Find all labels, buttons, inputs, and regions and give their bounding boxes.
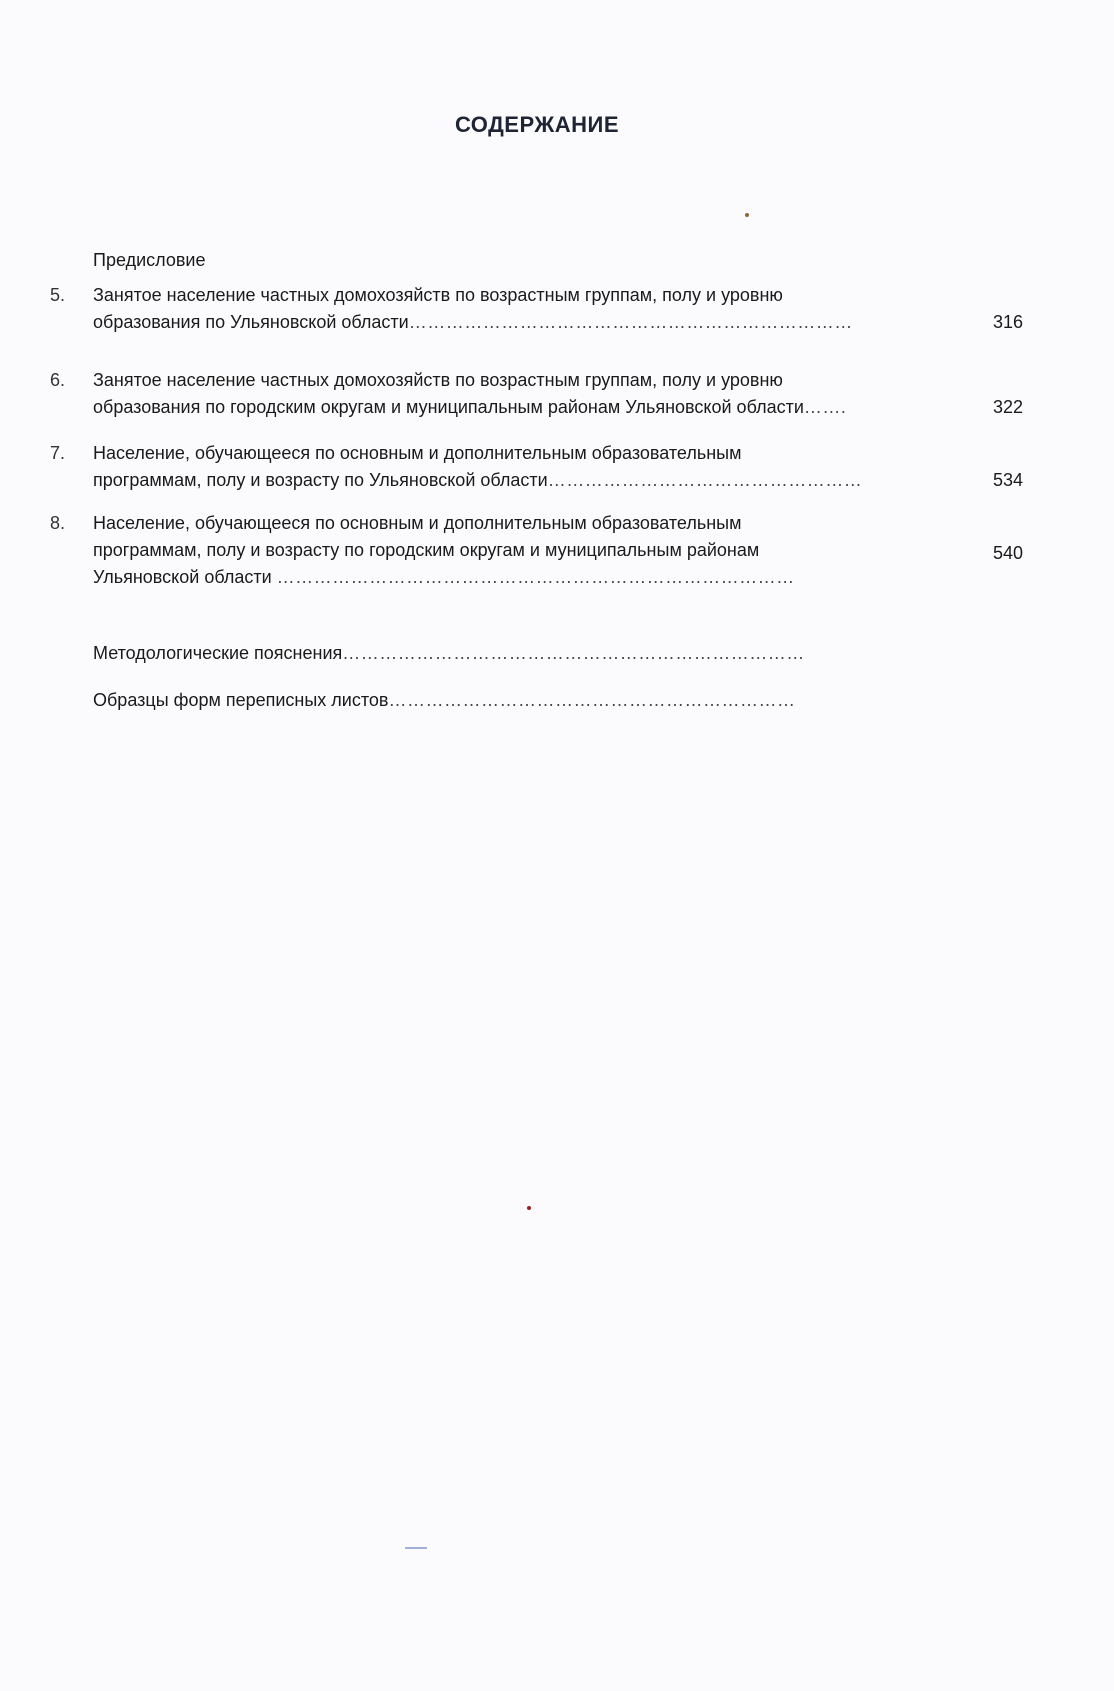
methodology-entry — [93, 643, 805, 664]
page-number: 540 — [993, 543, 1024, 563]
entry-line: программам, полу и возрасту по городским округам и муниципальным районам — [93, 540, 760, 560]
entry-line: Занятое население частных домохозяйств по возрастным группам, полу и уровню — [93, 285, 783, 305]
preface-entry: Предисловие — [93, 250, 206, 270]
entry-text — [93, 282, 973, 336]
page-title: СОДЕРЖАНИЕ — [454, 112, 620, 137]
entry-text: Методологические пояснения — [93, 643, 343, 663]
page-number: 316 — [993, 312, 1024, 332]
entry-number: 8. — [50, 513, 66, 533]
entry-line: Население, обучающееся по основным и дополнительным образовательным — [93, 443, 742, 463]
entry-line-text: программам, полу и возрасту по Ульяновской области — [93, 470, 548, 490]
entry-number: 5. — [50, 285, 66, 305]
leader-dots: ……………………………………………………………… — [408, 312, 853, 332]
entry-line — [93, 309, 973, 336]
page-number: 322 — [993, 397, 1024, 417]
entry-number: 7. — [50, 443, 66, 463]
leader-dots: …………………………………………… — [547, 470, 863, 490]
entry-text — [93, 367, 973, 421]
leader-dots: ………………………………………………………………… — [342, 643, 805, 663]
entry-line — [93, 467, 973, 494]
entry-line: Население, обучающееся по основным и дополнительным образовательным — [93, 513, 742, 533]
entry-text — [93, 510, 973, 591]
leader-dots: ………………………………………………………………………… — [276, 567, 795, 587]
scan-speck — [527, 1206, 531, 1210]
forms-entry — [93, 690, 795, 711]
entry-line-text: Ульяновской области — [93, 567, 277, 587]
entry-line — [93, 564, 973, 591]
scan-speck — [745, 213, 749, 217]
leader-dots: ………………………………………………………… — [388, 690, 796, 710]
scan-mark — [405, 1547, 427, 1549]
entry-line — [93, 394, 973, 421]
entry-line: Занятое население частных домохозяйств по возрастным группам, полу и уровню — [93, 370, 783, 390]
page-number: 534 — [993, 470, 1024, 490]
entry-number: 6. — [50, 370, 66, 390]
entry-line-text: образования по городским округам и муниципальным районам Ульяновской области — [93, 397, 804, 417]
entry-text: Образцы форм переписных листов — [93, 690, 389, 710]
entry-line-text: образования по Ульяновской области — [93, 312, 409, 332]
leader-dots: ……. — [803, 397, 847, 417]
entry-text — [93, 440, 973, 494]
